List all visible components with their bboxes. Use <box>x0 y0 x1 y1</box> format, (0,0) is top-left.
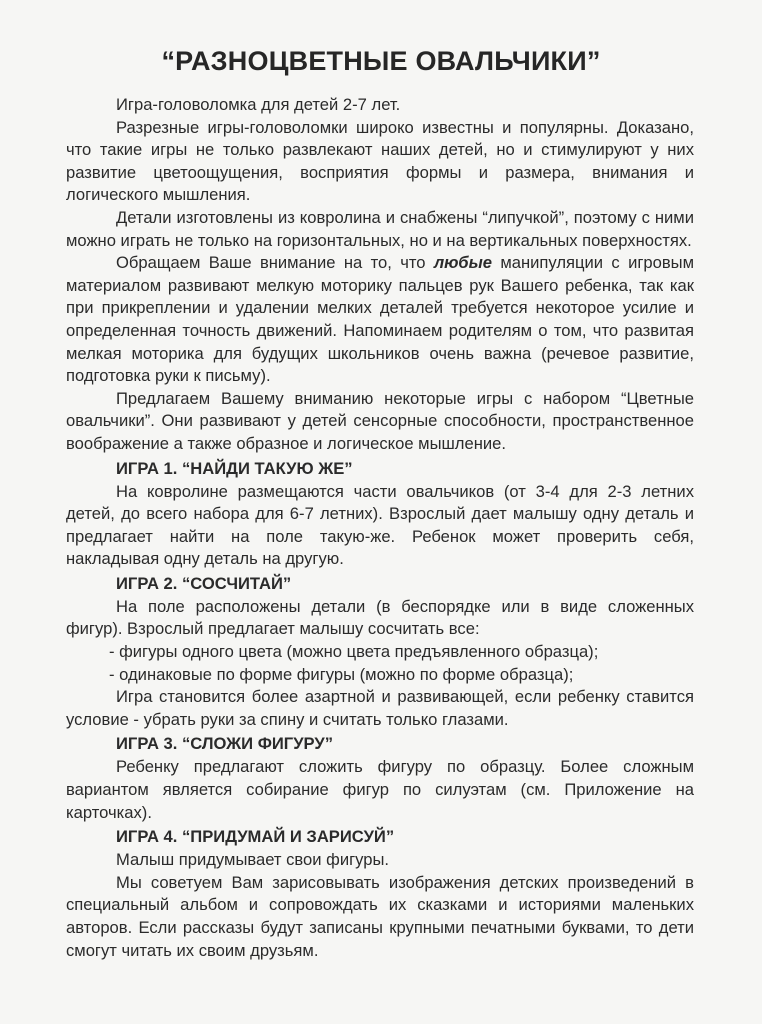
game-2-text: На поле расположены детали (в беспорядке или в виде сложенных фигур). Взрослый предлагает малышу сосчитать все: <box>66 596 694 639</box>
emphasis-word: любые <box>433 253 492 273</box>
game-1-text: На ковролине размещаются части овальчиков (от 3-4 для 2-3 летних детей, до всего набора для 6-7 летних). Взрослый дает малышу одну деталь и предлагает найти на поле такую-же. Ребенок может проверить себя, накладывая одну деталь на другую. <box>66 481 694 569</box>
intro-paragraph-4-end: манипуляции с игровым материалом развивают мелкую моторику пальцев рук Вашего ребенка, так как при прикреплении и удалении мелких деталей требуется некоторое усилие и определенная точность движений. Напоминаем родителям о том, что развитая мелкая моторика для будущих школьников очень важна (речевое развитие, подготовка руки к письму). <box>66 253 694 386</box>
game-1-heading: ИГРА 1. “НАЙДИ ТАКУЮ ЖЕ” <box>116 458 353 478</box>
intro-paragraph-4 <box>66 252 694 388</box>
game-2-list-item-1: - фигуры одного цвета (можно цвета предъявленного образца); <box>109 642 599 662</box>
intro-paragraph-2: Разрезные игры-головоломки широко известны и популярны. Доказано, что такие игры не только развлекают наших детей, но и стимулируют у них развитие цветоощущения, восприятия формы и размера, внимания и логического мышления. <box>66 117 694 205</box>
game-4-text-2: Мы советуем Вам зарисовывать изображения детских произведений в специальный альбом и сопровождать их сказками и историями маленьких авторов. Если рассказы будут записаны крупными печатными буквами, то дети смогут читать их своим друзьям. <box>66 872 694 960</box>
game-2-list-item-2: - одинаковые по форме фигуры (можно по форме образца); <box>109 664 574 684</box>
page-body <box>66 94 694 962</box>
game-4-heading: ИГРА 4. “ПРИДУМАЙ И ЗАРИСУЙ” <box>116 827 395 847</box>
intro-paragraph-4-start: Обращаем Ваше внимание на то, что <box>116 253 434 273</box>
game-3-heading: ИГРА 3. “СЛОЖИ ФИГУРУ” <box>116 734 334 754</box>
game-2-heading: ИГРА 2. “СОСЧИТАЙ” <box>116 573 292 593</box>
intro-paragraph-5: Предлагаем Вашему вниманию некоторые игры с набором “Цветные овальчики”. Они развивают у детей сенсорные способности, пространственное воображение а также образное и логическое мышление. <box>66 388 694 453</box>
intro-paragraph-1: Игра-головоломка для детей 2-7 лет. <box>116 95 401 114</box>
page-title: “РАЗНОЦВЕТНЫЕ ОВАЛЬЧИКИ” <box>161 46 601 76</box>
intro-paragraph-3: Детали изготовлены из ковролина и снабжены “липучкой”, поэтому с ними можно играть не только на горизонтальных, но и на вертикальных поверхностях. <box>66 207 694 250</box>
game-4-text: Малыш придумывает свои фигуры. <box>116 850 390 870</box>
game-2-text-2: Игра становится более азартной и развивающей, если ребенку ставится условие - убрать руки за спину и считать только глазами. <box>66 687 694 729</box>
game-3-text: Ребенку предлагают сложить фигуру по образцу. Более сложным вариантом является собирание фигур по силуэтам (см. Приложение на карточках). <box>66 757 694 822</box>
